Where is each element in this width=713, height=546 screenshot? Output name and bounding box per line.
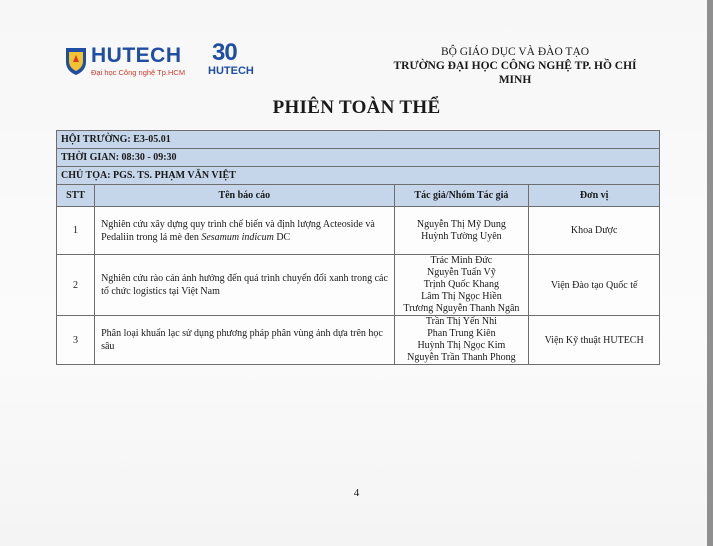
row-unit: Viện Đào tạo Quốc tế xyxy=(529,255,660,316)
author-name: Nguyễn Tuấn Vỹ xyxy=(427,267,496,278)
institution-header xyxy=(380,45,650,87)
row-authors xyxy=(394,316,529,365)
row-report-title: Nghiên cứu rào cản ảnh hưởng đến quá trình chuyển đổi xanh trong các tổ chức logistics tại Việt Nam xyxy=(95,255,394,316)
page-number: 4 xyxy=(353,487,360,499)
author-name: Trịnh Quốc Khang xyxy=(423,279,499,290)
column-header-unit: Đơn vị xyxy=(529,185,660,207)
author-name: Trác Minh Đức xyxy=(430,255,493,266)
column-header-stt: STT xyxy=(57,185,95,207)
author-name: Lâm Thị Ngọc Hiền xyxy=(421,291,502,302)
column-header-title: Tên báo cáo xyxy=(95,185,394,207)
row-stt: 3 xyxy=(57,316,95,365)
author-name: Huỳnh Tường Uyên xyxy=(421,230,502,242)
row-report-title: Phân loại khuẩn lạc sử dụng phương pháp phân vùng ảnh dựa trên học sâu xyxy=(95,316,394,365)
session-chair: CHỦ TỌA: PGS. TS. PHẠM VĂN VIỆT xyxy=(57,167,660,185)
author-name: Trần Thị Yến Nhi xyxy=(425,316,497,327)
table-row xyxy=(57,207,660,255)
university-name: TRƯỜNG ĐẠI HỌC CÔNG NGHỆ TP. HỒ CHÍ MINH xyxy=(393,60,637,86)
session-table xyxy=(56,130,660,365)
ministry-name: BỘ GIÁO DỤC VÀ ĐÀO TẠO xyxy=(440,46,590,58)
hutech-shield-icon xyxy=(64,46,88,76)
session-hall: HỘI TRƯỜNG: E3-05.01 xyxy=(57,131,660,149)
row-stt: 1 xyxy=(57,207,95,255)
row-report-title: Nghiên cứu xây dựng quy trình chế biến và định lượng Acteoside và Pedaliin trong lá mè đen Sesamum indicum DC xyxy=(95,207,394,255)
table-row xyxy=(57,316,660,365)
hutech-logo xyxy=(64,44,194,84)
row-unit: Khoa Dược xyxy=(529,207,660,255)
hutech-wordmark: HUTECH xyxy=(91,44,182,67)
row-stt: 2 xyxy=(57,255,95,316)
session-time: THỜI GIAN: 08:30 - 09:30 xyxy=(57,149,660,167)
anniversary-number: 30 xyxy=(212,39,237,66)
author-name: Nguyễn Trần Thanh Phong xyxy=(407,352,516,363)
row-unit: Viện Kỹ thuật HUTECH xyxy=(529,316,660,365)
author-name: Huỳnh Thị Ngọc Kim xyxy=(417,340,506,351)
table-header-row xyxy=(57,185,660,207)
anniversary-logo xyxy=(206,40,262,82)
row-authors xyxy=(394,255,529,316)
anniversary-wordmark: HUTECH xyxy=(208,65,254,77)
table-row xyxy=(57,255,660,316)
column-header-authors: Tác giả/Nhóm Tác giả xyxy=(394,185,529,207)
author-name: Phan Trung Kiên xyxy=(427,328,496,339)
author-name: Nguyễn Thị Mỹ Dung xyxy=(416,218,506,230)
row-authors xyxy=(394,207,529,255)
hutech-subtitle: Đại học Công nghệ Tp.HCM xyxy=(91,68,186,77)
author-name: Trương Nguyễn Thanh Ngân xyxy=(403,303,520,314)
page-title: PHIÊN TOÀN THỂ xyxy=(272,97,441,118)
